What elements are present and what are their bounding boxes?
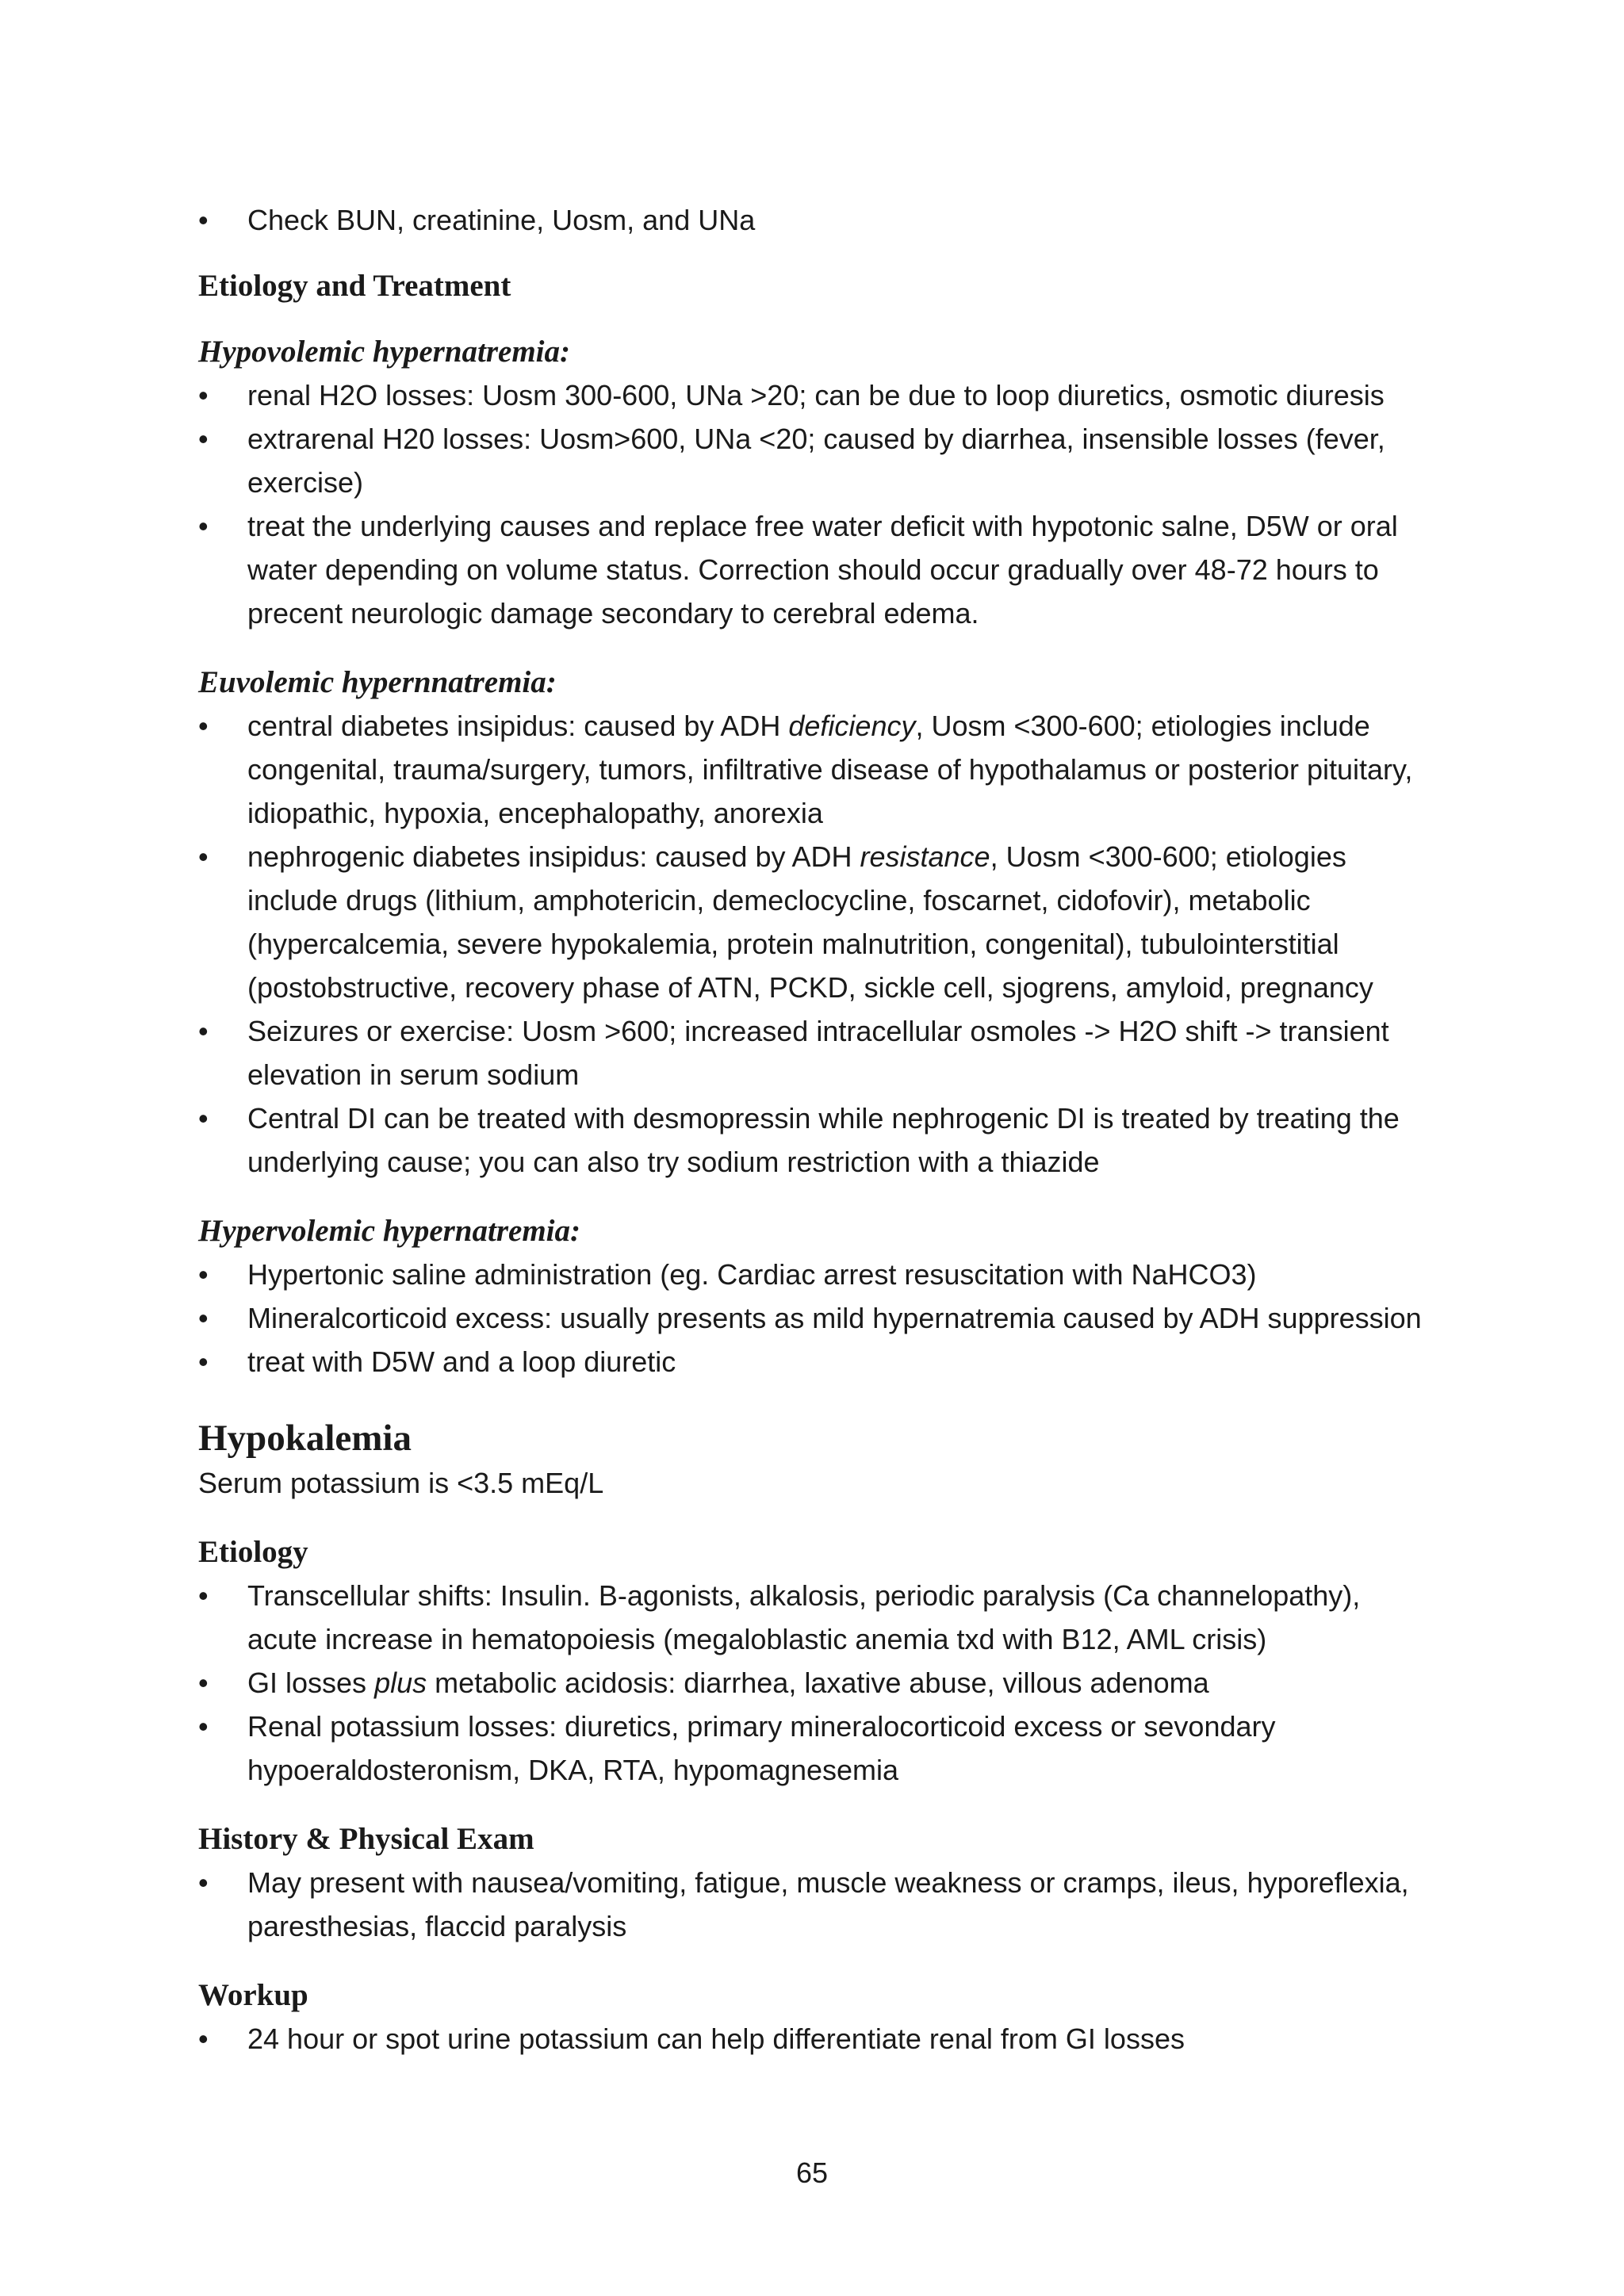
- list-item: • Central DI can be treated with desmopressin while nephrogenic DI is treated by treating the underlying cause; you can also try sodium restriction with a thiazide: [198, 1096, 1435, 1184]
- text-run: , Uosm <300-600; etiologies include drugs (lithium, amphotericin, demeclocycline, foscarnet, cidofovir), metabolic (hypercalcemia, severe hypokalemia, protein malnutrition, congenital), tubulointerstitial (postobstructive, recovery phase of ATN, PCKD, sickle cell, sjogrens, amyloid, pregnancy: [247, 840, 1373, 1004]
- workup-list: [198, 2017, 1435, 2061]
- list-item: • Check BUN, creatinine, Uosm, and UNa: [198, 198, 1435, 242]
- list-item: • Transcellular shifts: Insulin. B-agonists, alkalosis, periodic paralysis (Ca channelopathy), acute increase in hematopoiesis (megaloblastic anemia txd with B12, AML crisis): [198, 1574, 1435, 1661]
- list-item: [198, 1661, 1435, 1705]
- history-physical-list: [198, 1861, 1435, 1948]
- page-content: [198, 198, 1435, 2061]
- list-item: • Mineralcorticoid excess: usually presents as mild hypernatremia caused by ADH suppression: [198, 1296, 1435, 1340]
- list-item: • treat the underlying causes and replace free water deficit with hypotonic salne, D5W or oral water depending on volume status. Correction should occur gradually over 48-72 hours to precent neurologic damage secondary to cerebral edema.: [198, 504, 1435, 635]
- etiology-list: [198, 1574, 1435, 1792]
- lab-checks-list: [198, 198, 1435, 242]
- hypervolemic-list: [198, 1253, 1435, 1383]
- list-item: • May present with nausea/vomiting, fatigue, muscle weakness or cramps, ileus, hyporeflexia, paresthesias, flaccid paralysis: [198, 1861, 1435, 1948]
- list-item: [198, 835, 1435, 1009]
- subheading-workup: Workup: [198, 1978, 308, 2012]
- page-number: 65: [795, 2156, 829, 2189]
- text-run: central diabetes insipidus: caused by ADH: [247, 710, 789, 742]
- list-item: • extrarenal H20 losses: Uosm>600, UNa <20; caused by diarrhea, insensible losses (fever, exercise): [198, 417, 1435, 504]
- subheading-history-physical: History & Physical Exam: [198, 1822, 534, 1856]
- section-heading-etiology-treatment: Etiology and Treatment: [198, 269, 511, 303]
- list-item: • renal H2O losses: Uosm 300-600, UNa >20; can be due to loop diuretics, osmotic diuresis: [198, 373, 1435, 417]
- list-item: • Hypertonic saline administration (eg. Cardiac arrest resuscitation with NaHCO3): [198, 1253, 1435, 1296]
- list-item: • 24 hour or spot urine potassium can help differentiate renal from GI losses: [198, 2017, 1435, 2061]
- subheading-euvolemic: Euvolemic hypernnatremia:: [198, 665, 557, 699]
- euvolemic-list: [198, 704, 1435, 1184]
- section-subtitle: Serum potassium is <3.5 mEq/L: [198, 1467, 604, 1499]
- text-run: GI losses: [247, 1667, 375, 1699]
- text-run: metabolic acidosis: diarrhea, laxative abuse, villous adenoma: [427, 1667, 1209, 1699]
- section-title-hypokalemia: Hypokalemia: [198, 1418, 412, 1459]
- emphasis-text: resistance: [860, 840, 990, 873]
- list-item: • Renal potassium losses: diuretics, primary mineralocorticoid excess or sevondary hypoeraldosteronism, DKA, RTA, hypomagnesemia: [198, 1705, 1435, 1792]
- emphasis-text: deficiency: [788, 710, 916, 742]
- subheading-hypervolemic: Hypervolemic hypernatremia:: [198, 1214, 580, 1248]
- list-item: • treat with D5W and a loop diuretic: [198, 1340, 1435, 1383]
- list-item: • Seizures or exercise: Uosm >600; increased intracellular osmoles -> H2O shift -> transient elevation in serum sodium: [198, 1009, 1435, 1096]
- text-run: , Uosm <300-600; etiologies include congenital, trauma/surgery, tumors, infiltrative disease of hypothalamus or posterior pituitary, idiopathic, hypoxia, encephalopathy, anorexia: [247, 710, 1413, 829]
- text-run: nephrogenic diabetes insipidus: caused by ADH: [247, 840, 860, 873]
- subheading-etiology: Etiology: [198, 1535, 308, 1569]
- hypovolemic-list: [198, 373, 1435, 635]
- list-item: [198, 704, 1435, 835]
- emphasis-text: plus: [374, 1667, 427, 1699]
- subheading-hypovolemic: Hypovolemic hypernatremia:: [198, 335, 570, 369]
